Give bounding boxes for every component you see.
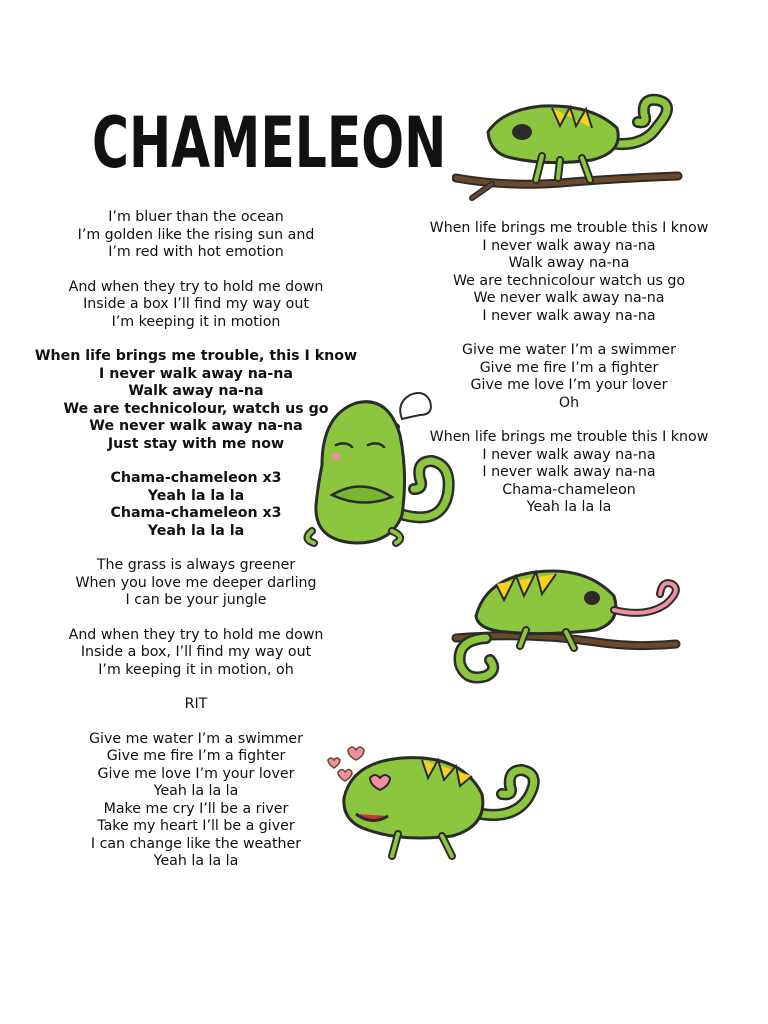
lyric-line: We are technicolour watch us go — [452, 272, 686, 289]
lyric-line: I never walk away na-na — [482, 464, 656, 480]
lyric-line: We are technicolour, watch us go — [63, 400, 329, 417]
lyric-line: Inside a box I’ll find my way out — [83, 296, 309, 312]
song-title: CHAMELEON — [92, 102, 447, 184]
lyric-line: Give me love I’m your lover — [470, 377, 668, 393]
lyric-line: I’m golden like the rising sun and — [77, 226, 315, 243]
lyric-stanza — [20, 279, 372, 332]
lyric-line: I never walk away na-na — [482, 446, 656, 463]
lyric-line: We never walk away na-na — [473, 290, 665, 306]
lyric-line: Give me water I’m a swimmer — [89, 730, 303, 747]
lyric-line: I’m red with hot emotion — [108, 244, 284, 260]
lyric-line: Inside a box, I’ll find my way out — [80, 644, 312, 660]
lyric-line: And when they try to hold me down — [68, 278, 324, 295]
lyric-line: I’m keeping it in motion — [111, 313, 281, 330]
lyric-line: Chama-chameleon x3 — [110, 505, 282, 521]
lyric-stanza — [20, 696, 372, 714]
sulking-chameleon-icon — [292, 385, 462, 555]
lyric-line: I never walk away na-na — [482, 237, 656, 254]
lyric-line: We never walk away na-na — [89, 418, 303, 434]
lyric-line: Chama-chameleon x3 — [110, 470, 282, 486]
lyric-stanza — [20, 209, 372, 262]
lyric-line: When life brings me trouble this I know — [429, 429, 709, 445]
lyric-line: When life brings me trouble, this I know — [34, 348, 358, 364]
lyric-line: Give me water I’m a swimmer — [462, 342, 676, 358]
lyric-stanza — [20, 627, 372, 680]
lyric-line: Give me fire I’m a fighter — [479, 359, 659, 376]
chameleon-on-branch-icon — [452, 92, 692, 207]
lyric-line: Give me love I’m your lover — [97, 765, 295, 782]
chameleon-tongue-out-icon — [446, 560, 696, 690]
lyric-line: I never walk away na-na — [482, 307, 656, 324]
lyric-line: When life brings me trouble this I know — [429, 220, 709, 236]
lyric-line: I can change like the weather — [90, 835, 302, 852]
lyric-line: I never walk away na-na — [99, 365, 293, 382]
lyric-line: Yeah la la la — [153, 853, 239, 869]
lyric-line: Walk away na-na — [508, 255, 630, 271]
lyric-line: Chama-chameleon — [502, 481, 636, 498]
lyric-line: Yeah la la la — [147, 522, 245, 539]
lyric-line: I’m bluer than the ocean — [108, 209, 284, 225]
lyric-line: RIT — [184, 696, 208, 712]
lyric-line: I can be your jungle — [125, 592, 267, 608]
lyric-stanza — [20, 557, 372, 610]
lyric-line: Give me fire I’m a fighter — [106, 748, 286, 764]
lyric-line: Yeah la la la — [147, 487, 245, 504]
lyric-line: Take my heart I’ll be a giver — [97, 818, 295, 834]
lyric-line: Walk away na-na — [128, 383, 264, 399]
lyric-line: And when they try to hold me down — [68, 626, 324, 643]
lyric-stanza — [20, 731, 372, 871]
chameleon-with-hearts-icon — [322, 742, 552, 867]
lyric-line: When you love me deeper darling — [75, 574, 317, 591]
lyric-line: Yeah la la la — [526, 499, 612, 515]
lyric-line: Make me cry I’ll be a river — [103, 800, 289, 817]
lyric-line: Just stay with me now — [107, 435, 285, 452]
lyric-line: I’m keeping it in motion, oh — [98, 661, 294, 678]
lyric-line: Oh — [558, 394, 580, 411]
lyric-line: Yeah la la la — [153, 783, 239, 799]
lyric-line: The grass is always greener — [96, 557, 296, 573]
lyric-stanza — [400, 220, 738, 325]
